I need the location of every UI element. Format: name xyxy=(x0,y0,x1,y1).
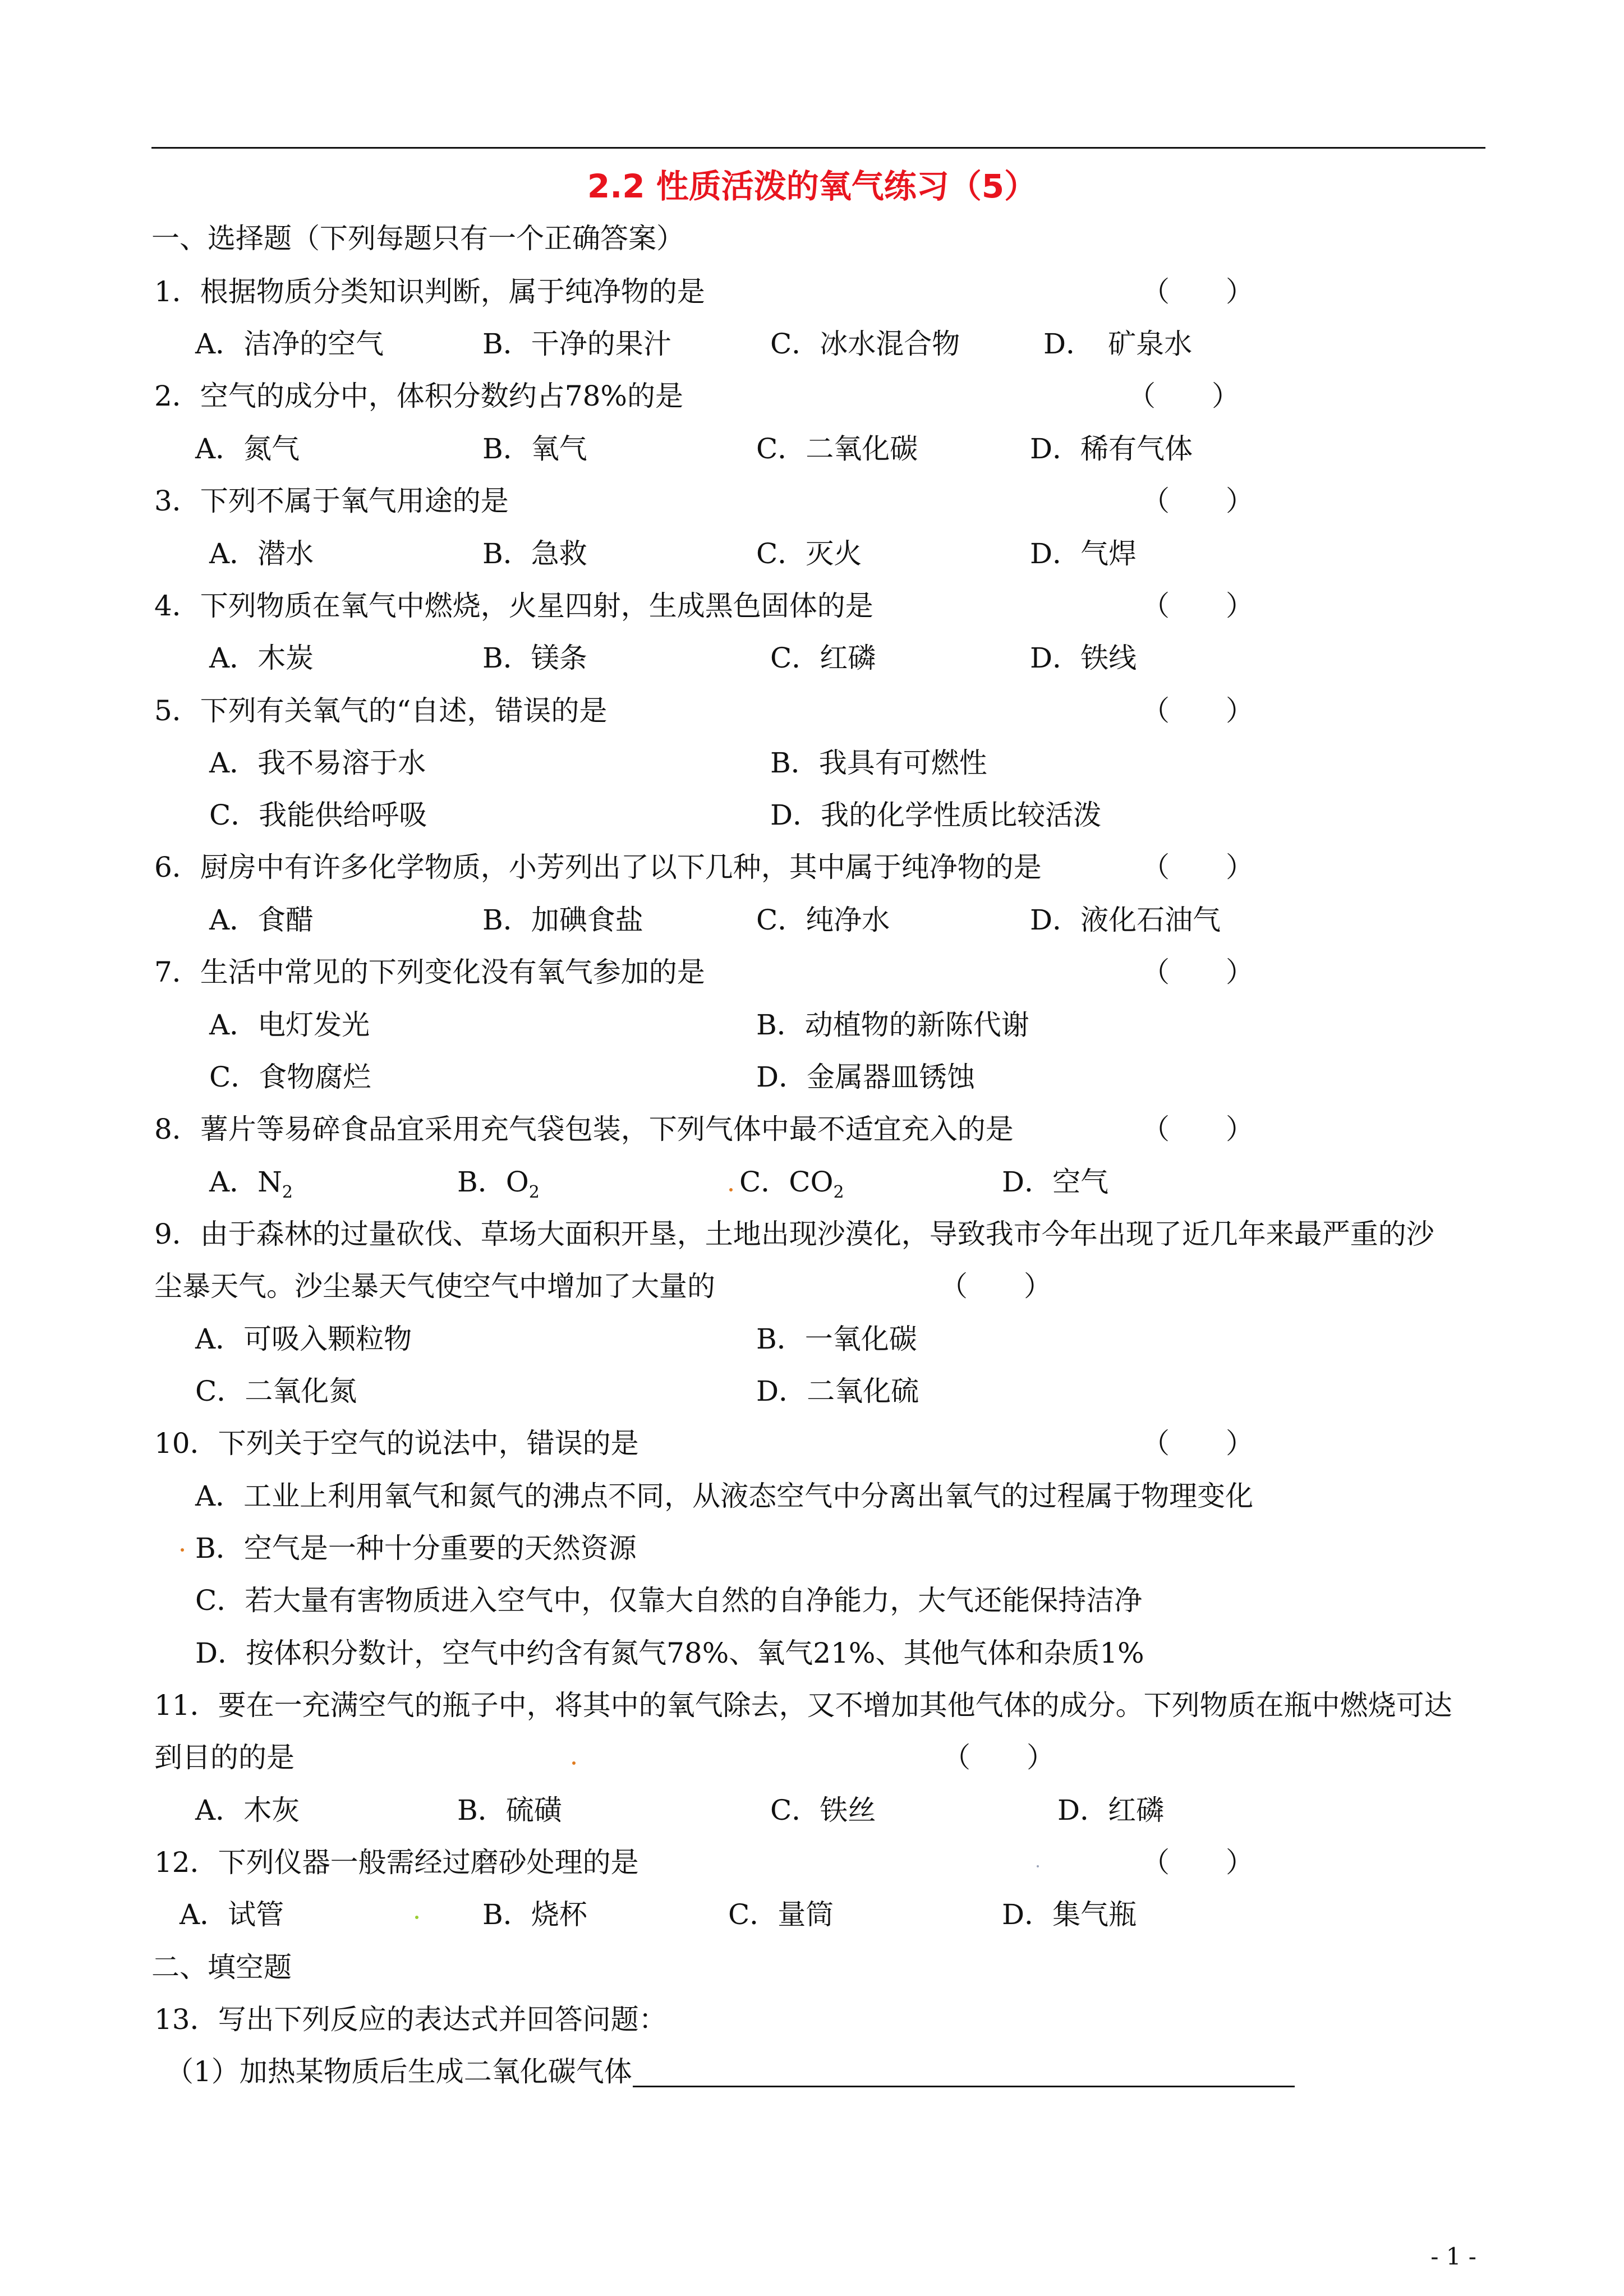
question-5-option-d[interactable]: D．我的化学性质比较活泼 xyxy=(770,799,1102,831)
question-12-option-c[interactable]: C．量筒 xyxy=(728,1898,834,1931)
question-8-option-d[interactable]: D．空气 xyxy=(1002,1166,1109,1198)
question-4-option-d[interactable]: D．铁线 xyxy=(1030,642,1137,674)
question-3-stem: 3．下列不属于氧气用途的是 xyxy=(154,485,509,517)
question-6-option-b[interactable]: B．加碘食盐 xyxy=(482,904,643,936)
question-9-stem: 9．由于森林的过量砍伐、草场大面积开垦，土地出现沙漠化，导致我市今年出现了近几年来最严重的沙 xyxy=(154,1218,1434,1250)
question-3-answer-blank[interactable]: （ ） xyxy=(1142,485,1254,517)
question-2-option-d[interactable]: D．稀有气体 xyxy=(1030,432,1193,465)
question-6-option-d[interactable]: D．液化石油气 xyxy=(1030,904,1221,936)
question-4-stem: 4．下列物质在氧气中燃烧，火星四射，生成黑色固体的是 xyxy=(154,590,873,622)
question-8-option-c-text: C．CO xyxy=(739,1166,834,1198)
question-3-option-c[interactable]: C．灭火 xyxy=(756,537,862,570)
question-12-option-b[interactable]: B．烧杯 xyxy=(482,1898,587,1931)
question-3-option-b[interactable]: B．急救 xyxy=(482,537,587,570)
stray-dot-mark xyxy=(1037,1865,1039,1867)
question-8-stem: 8．薯片等易碎食品宜采用充气袋包装，下列气体中最不适宜充入的是 xyxy=(154,1113,1014,1145)
question-2-answer-blank[interactable]: （ ） xyxy=(1128,380,1240,412)
question-9-option-c[interactable]: C．二氧化氮 xyxy=(195,1375,357,1407)
subscript-2: 2 xyxy=(528,1182,540,1202)
question-10-option-a[interactable]: A．工业上利用氧气和氮气的沸点不同，从液态空气中分离出氧气的过程属于物理变化 xyxy=(195,1480,1254,1512)
question-10-option-c[interactable]: C．若大量有害物质进入空气中，仅靠大自然的自净能力，大气还能保持洁净 xyxy=(195,1584,1143,1617)
question-8-answer-blank[interactable]: （ ） xyxy=(1142,1113,1254,1145)
question-3-option-a[interactable]: A．潜水 xyxy=(209,537,314,570)
question-8-option-a-text: A．N xyxy=(209,1166,282,1198)
question-7-option-d[interactable]: D．金属器皿锈蚀 xyxy=(756,1061,976,1093)
stray-dot-mark xyxy=(572,1761,576,1765)
section-heading-fill: 二、填空题 xyxy=(151,1951,292,1984)
question-11-option-a[interactable]: A．木灰 xyxy=(195,1794,300,1826)
question-11-stem: 11．要在一充满空气的瓶子中，将其中的氧气除去，又不增加其他气体的成分。下列物质在瓶中燃烧可达 xyxy=(154,1689,1452,1722)
question-5-stem: 5．下列有关氧气的“自述，错误的是 xyxy=(154,694,608,727)
subscript-2: 2 xyxy=(833,1182,844,1202)
question-9-stem-continued: 尘暴天气。沙尘暴天气使空气中增加了大量的 xyxy=(154,1270,715,1303)
question-4-option-c[interactable]: C．红磷 xyxy=(770,642,876,674)
question-10-option-d[interactable]: D．按体积分数计，空气中约含有氮气78%、氧气21%、其他气体和杂质1% xyxy=(195,1637,1144,1669)
question-2-stem: 2．空气的成分中，体积分数约占78%的是 xyxy=(154,380,683,412)
question-7-option-a[interactable]: A．电灯发光 xyxy=(209,1009,370,1041)
question-7-option-c[interactable]: C．食物腐烂 xyxy=(209,1061,371,1093)
question-1-answer-blank[interactable]: （ ） xyxy=(1142,275,1254,308)
question-11-stem-continued: 到目的的是 xyxy=(154,1741,295,1774)
question-6-answer-blank[interactable]: （ ） xyxy=(1142,851,1254,884)
question-8-option-b-text: B．O xyxy=(457,1166,529,1198)
question-13-stem: 13．写出下列反应的表达式并回答问题： xyxy=(154,2003,667,2036)
question-9-option-b[interactable]: B．一氧化碳 xyxy=(756,1323,917,1355)
question-5-option-c[interactable]: C．我能供给呼吸 xyxy=(209,799,427,831)
question-10-option-b[interactable]: B．空气是一种十分重要的天然资源 xyxy=(195,1532,637,1565)
question-7-option-b[interactable]: B．动植物的新陈代谢 xyxy=(756,1009,1029,1041)
stray-dot-mark xyxy=(415,1916,418,1919)
question-1-stem: 1．根据物质分类知识判断，属于纯净物的是 xyxy=(154,275,705,308)
question-8-option-c[interactable] xyxy=(739,1168,844,1201)
question-13-sub-1: （1）加热某物质后生成二氧化碳气体 xyxy=(165,2055,632,2088)
question-5-option-b[interactable]: B．我具有可燃性 xyxy=(770,747,987,779)
question-12-answer-blank[interactable]: （ ） xyxy=(1142,1846,1254,1879)
question-9-option-d[interactable]: D．二氧化硫 xyxy=(756,1375,919,1407)
question-1-option-c[interactable]: C．冰水混合物 xyxy=(770,328,960,360)
question-5-option-a[interactable]: A．我不易溶于水 xyxy=(209,747,426,779)
question-12-stem: 12．下列仪器一般需经过磨砂处理的是 xyxy=(154,1846,639,1879)
question-12-option-d[interactable]: D．集气瓶 xyxy=(1002,1898,1137,1931)
question-5-answer-blank[interactable]: （ ） xyxy=(1142,694,1254,727)
question-1-option-d[interactable]: D． 矿泉水 xyxy=(1043,328,1193,360)
question-11-option-d[interactable]: D．红磷 xyxy=(1057,1794,1165,1826)
question-2-option-a[interactable]: A．氮气 xyxy=(195,432,300,465)
page-number: - 1 - xyxy=(1430,2243,1476,2270)
answer-line[interactable] xyxy=(633,2086,1295,2087)
question-7-answer-blank[interactable]: （ ） xyxy=(1142,956,1254,988)
question-4-option-b[interactable]: B．镁条 xyxy=(482,642,587,674)
question-4-option-a[interactable]: A．木炭 xyxy=(209,642,314,674)
question-3-option-d[interactable]: D．气焊 xyxy=(1030,537,1137,570)
question-4-answer-blank[interactable]: （ ） xyxy=(1142,590,1254,622)
question-10-stem: 10．下列关于空气的说法中，错误的是 xyxy=(154,1427,639,1460)
question-6-option-c[interactable]: C．纯净水 xyxy=(756,904,890,936)
question-8-option-b[interactable] xyxy=(457,1168,540,1201)
header-rule xyxy=(151,147,1485,149)
subscript-2: 2 xyxy=(282,1182,293,1202)
question-6-option-a[interactable]: A．食醋 xyxy=(209,904,314,936)
stray-dot-mark xyxy=(729,1188,733,1191)
question-6-stem: 6．厨房中有许多化学物质，小芳列出了以下几种，其中属于纯净物的是 xyxy=(154,851,1042,884)
question-9-option-a[interactable]: A．可吸入颗粒物 xyxy=(195,1323,412,1355)
page-title: 2.2 性质活泼的氧气练习（5） xyxy=(587,167,1037,205)
question-11-answer-blank[interactable]: （ ） xyxy=(942,1741,1055,1774)
question-2-option-c[interactable]: C．二氧化碳 xyxy=(756,432,918,465)
question-9-answer-blank[interactable]: （ ） xyxy=(940,1270,1052,1303)
question-7-stem: 7．生活中常见的下列变化没有氧气参加的是 xyxy=(154,956,705,988)
question-8-option-a[interactable] xyxy=(209,1168,293,1201)
question-1-option-a[interactable]: A．洁净的空气 xyxy=(195,328,384,360)
question-12-option-a[interactable]: A．试管 xyxy=(180,1898,284,1931)
stray-dot-mark xyxy=(181,1548,184,1552)
section-heading-choice: 一、选择题（下列每题只有一个正确答案） xyxy=(151,222,684,255)
question-10-answer-blank[interactable]: （ ） xyxy=(1142,1427,1254,1460)
question-1-option-b[interactable]: B．干净的果汁 xyxy=(482,328,671,360)
question-11-option-c[interactable]: C．铁丝 xyxy=(770,1794,876,1826)
question-2-option-b[interactable]: B．氧气 xyxy=(482,432,587,465)
question-11-option-b[interactable]: B．硫磺 xyxy=(457,1794,562,1826)
